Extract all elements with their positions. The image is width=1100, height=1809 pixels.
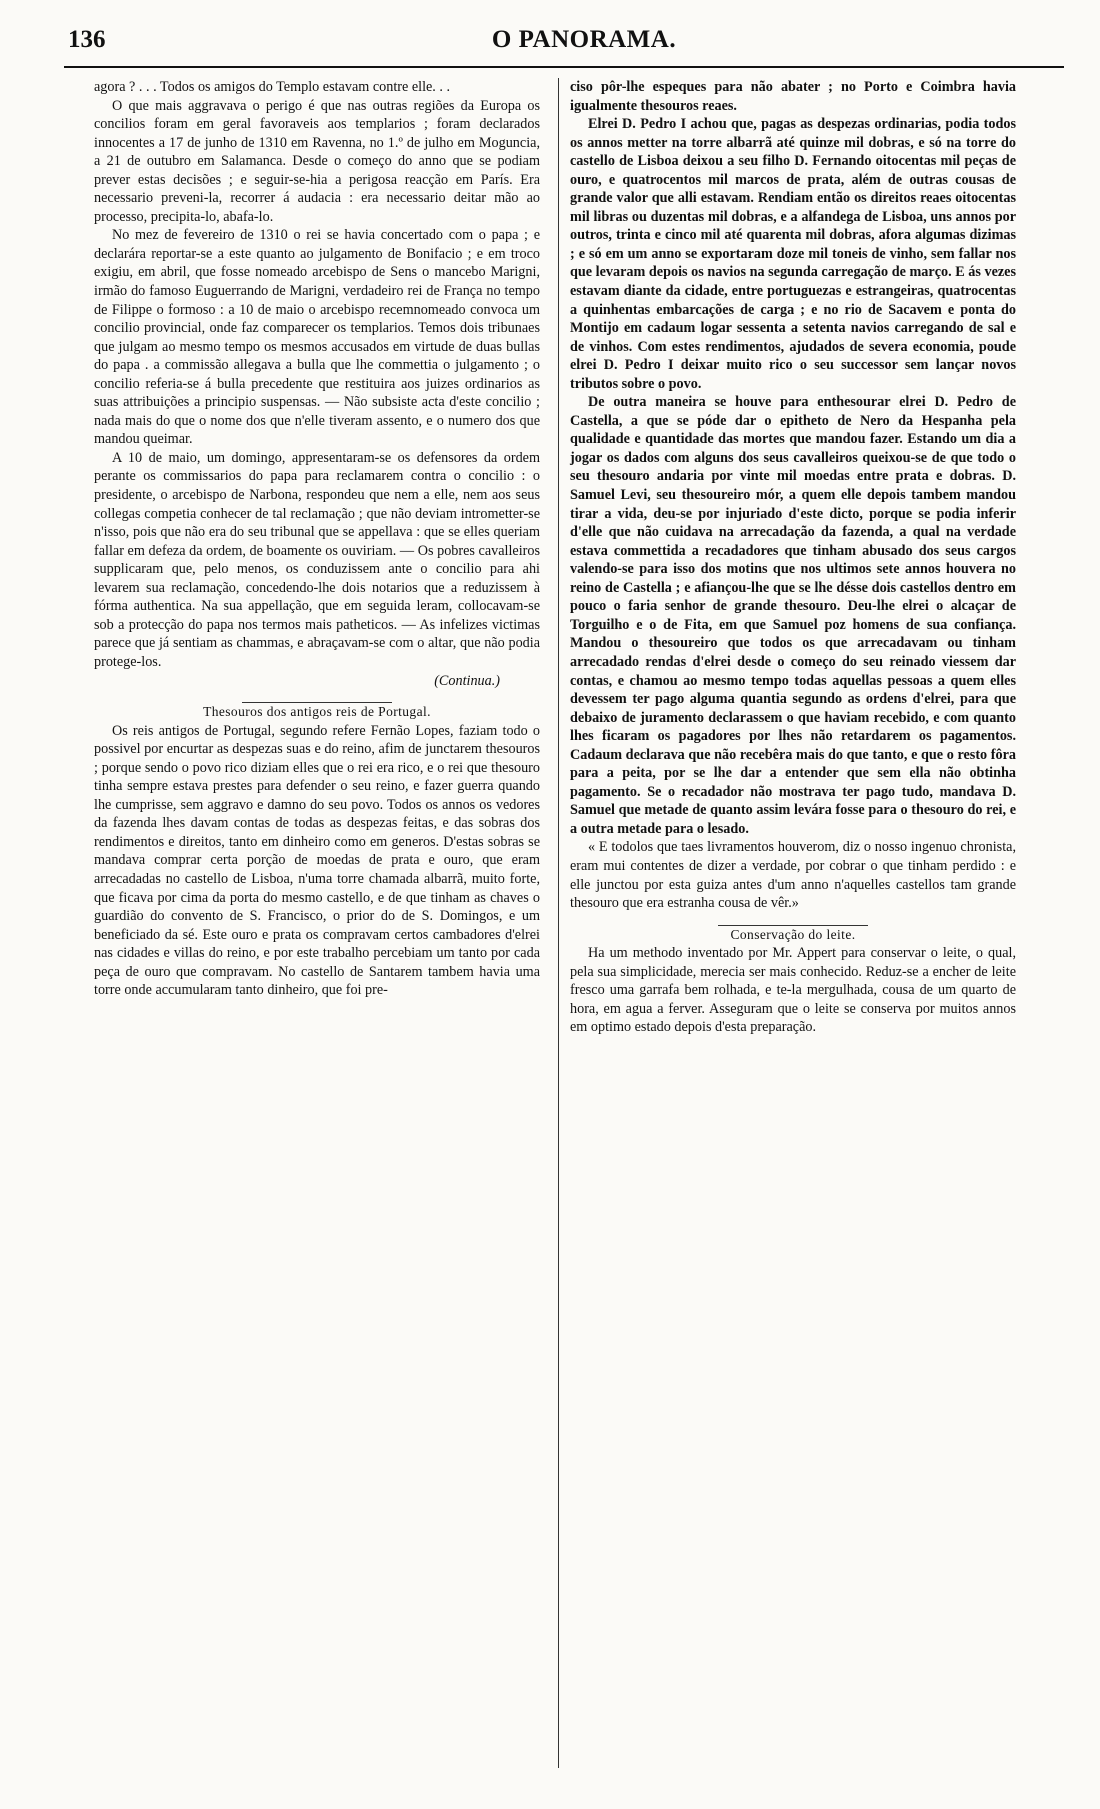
running-head <box>64 22 1064 62</box>
paragraph: No mez de fevereiro de 1310 o rei se havia concertado com o papa ; e declarára reportar-se a este quanto ao julgamento de Bonifacio ; e em troco exigiu, em abril, que fosse nomeado arcebispo de Sens o mancebo Marigni, irmão do famoso Euguerrando de Marigni, verdadeiro rei de França no tempo de Filippe o formoso : a 10 de maio o arcebispo recemnomeado convoca um concilio provincial, onde faz comparecer os templarios. Temos dois tribunaes que julgam ao mesmo tempo os mesmos accusados em virtude de duas bullas do papa . a commissão allegava a bulla que lhe commettia o julgamento ; o concilio referia-se á bulla precedente que restituira aos juizes ordinarios as suas attribuições a principio suspensas. — Não subsiste acta d'este concilio ; nada mais do que o nome dos que n'elle tiveram assento, e o numero dos que mandou queimar. <box>94 227 540 448</box>
paragraph: Ha um methodo inventado por Mr. Appert para conservar o leite, o qual, pela sua simplicidade, merecia ser mais conhecido. Reduz-se a encher de leite fresco uma garrafa bem rolhada, e te-la mergulhada, cousa de um quarto de hora, em agua a ferver. Asseguram que o leite se conserva por muitos annos em optimo estado depois d'esta preparação. <box>570 945 1016 1036</box>
column-divider <box>558 78 559 1768</box>
section-title-thesouros: Thesouros dos antigos reis de Portugal. <box>203 704 431 720</box>
left-column <box>94 78 540 1000</box>
paragraph: A 10 de maio, um domingo, appresentaram-se os defensores da ordem perante os commissarios do papa para reclamarem contra o concilio : o presidente, o arcebispo de Narbona, respondeu que nem a elle, nem aos seus collegas competia conhecer de tal reclamação ; que não deviam intrometter-se n'isso, pois que não era do seu tribunal que se appellava : que se elles queriam fallar em defeza da ordem, de boamente os ouviriam. — Os pobres cavalleiros supplicaram que, pelo menos, os conduzissem ante o concilio para ahi levarem sua reclamação, concedendo-lhe dois notarios que a reduzissem à fórma authentica. Na sua appellação, que em seguida leram, collocavam-se sob a protecção do papa nos termos mais patheticos. — As infelizes victimas parece que já sentiam as chammas, e abraçavam-se com o altar, que não podia protege-los. <box>94 449 540 670</box>
paragraph: O que mais aggravava o perigo é que nas outras regiões da Europa os concilios foram em geral favoraveis aos templarios ; foram declarados innocentes a 17 de junho de 1310 em Ravenna, no 1.º de julho em Moguncia, a 21 de outubro em Salamanca. Desde o começo do anno que se podiam prever estas decisões ; e seguir-se-hia a perigosa reacção em París. Era necessario preveni-la, recorrer á audacia : era necessario deitar mão ao processo, precipita-lo, abafa-lo. <box>94 97 540 225</box>
paragraph: « E todolos que taes livramentos houverom, diz o nosso ingenuo chronista, eram mui contentes de dizer a verdade, por cobrar o que tinham perdido : e elle junctou por esta guiza antes d'um anno n'aquelles castellos tam grande thesouro que era estranha cousa de vêr.» <box>570 839 1016 912</box>
header-rule <box>64 66 1064 68</box>
journal-title: O PANORAMA. <box>491 26 677 53</box>
paragraph: ciso pôr-lhe espeques para não abater ; no Porto e Coimbra havia igualmente thesouros reaes. <box>570 79 1016 114</box>
continua-line <box>94 672 540 691</box>
paragraph: Os reis antigos de Portugal, segundo refere Fernão Lopes, faziam todo o possivel por encurtar as despezas suas e do reino, afim de junctarem thesouros ; porque sendo o povo rico diziam elles que o rei era rico, e o rei que thesouro tinha sempre estava prestes para defender o seu reino, e fazer guerra quando lhe cumprisse, sem aggravo e damno do seu povo. Todos os annos os vedores da fazenda lhes davam contas de todas as despezas feitas, e das sobras dos rendimentos e direitos, tanto em dinheiro como em generos. D'estas sobras se mandava comprar certa porção de moedas de prata e ouro, que eram arrecadadas no castello de Lisboa, n'uma torre chamada albarrã, muito forte, que ficava por cima da porta do mesmo castello, e de que tinham as chaves o guardião do convento de S. Francisco, o prior do de S. Domingos, e um beneficiado da sé. Este ouro e prata os compravam certos cambadores d'elrei nas cidades e villas do reino, e por este trabalho percebiam um tanto por cada peça de ouro que compravam. No castello de Santarem tambem havia uma torre onde accumularam tanto dinheiro, que foi pre- <box>94 722 540 999</box>
section-title-leite: Conservação do leite. <box>730 926 856 942</box>
paragraph: Elrei D. Pedro I achou que, pagas as despezas ordinarias, podia todos os annos metter na torre albarrã até quinze mil dobras, e só na torre do castello de Lisboa deixou a seu filho D. Fernando oitocentas mil peças de ouro, e quatrocentos mil marcos de prata, além de outras cousas de grande valor que alli estavam. Rendiam então os direitos reaes oitocentas mil libras ou duzentas mil dobras, e a alfandega de Lisboa, uns annos por outros, trinta e cinco mil até quarenta mil dobras, afora algumas dizimas ; e só em um anno se exportaram doze mil toneis de vinho, sem fallar nos que levaram depois os navios na segunda carregação de março. E ás vezes estavam diante da cidade, entre portuguezas e estrangeiras, quatrocentas a quinhentas embarcações de carga ; e no rio de Sacavem e ponta do Montijo em cadaum logar sessenta a setenta navios carregando de sal e de vinhos. Com estes rendimentos, ajudados de severa economia, poude elrei D. Pedro I deixar muito rico o seu successor sem lançar novos tributos sobre o povo. <box>570 116 1016 392</box>
right-column <box>570 78 1016 1037</box>
page-number: 136 <box>68 26 106 53</box>
continua-note: (Continua.) <box>434 672 500 689</box>
paragraph: De outra maneira se houve para enthesourar elrei D. Pedro de Castella, a que se póde dar o epitheto de Nero da Hespanha pela qualidade e quantidade das mortes que mandou fazer. Estando um dia a jogar os dados com alguns dos seus cavalleiros queixou-se de que todo o seu thesouro andaria por vinte mil moedas entre prata e dobras. D. Samuel Levi, seu thesoureiro mór, a quem elle depois tambem mandou tirar a vida, deu-se por injuriado d'este dicto, porque se podia inferir d'elle que não cuidava na arrecadação da fazenda, a qual na verdade estava commettida a recadadores que tinham abusado dos seus cargos valendo-se para isso dos motins que nos ultimos sete annos houvera no reino de Castella ; e afiançou-lhe que se lhe désse dois castellos dentro em pouco o faria senhor de grande thesouro. Deu-lhe elrei o alcaçar de Torguilho e o de Fita, em que Samuel poz homens de sua confiança. Mandou o thesoureiro que todos os que arrecadavam ou tinham arrecadado rendas d'elrei desde o começo do seu reinado viessem dar contas, e chamou ao mesmo tempo todas aquellas pessoas a quem elles devessem ter pago alguma quantia segundo as ordens d'elrei, para que debaixo de juramento declarassem o que haviam recebido, e com quanto lhes ficaram os pagadores por lhes não retardarem os pagamentos. Cadaum declarava que não recebêra mais do que tanto, e que o resto fôra para a peita, por se lhe dar a entender que sem ella não obtinha pagamento. Se o recadador não mostrava ter pago tudo, mandava D. Samuel que metade de quanto assim levára fosse para o thesouro do rei, e a outra metade para o lesado. <box>570 394 1016 837</box>
paragraph: agora ? . . . Todos os amigos do Templo estavam contre elle. . . <box>94 79 451 95</box>
